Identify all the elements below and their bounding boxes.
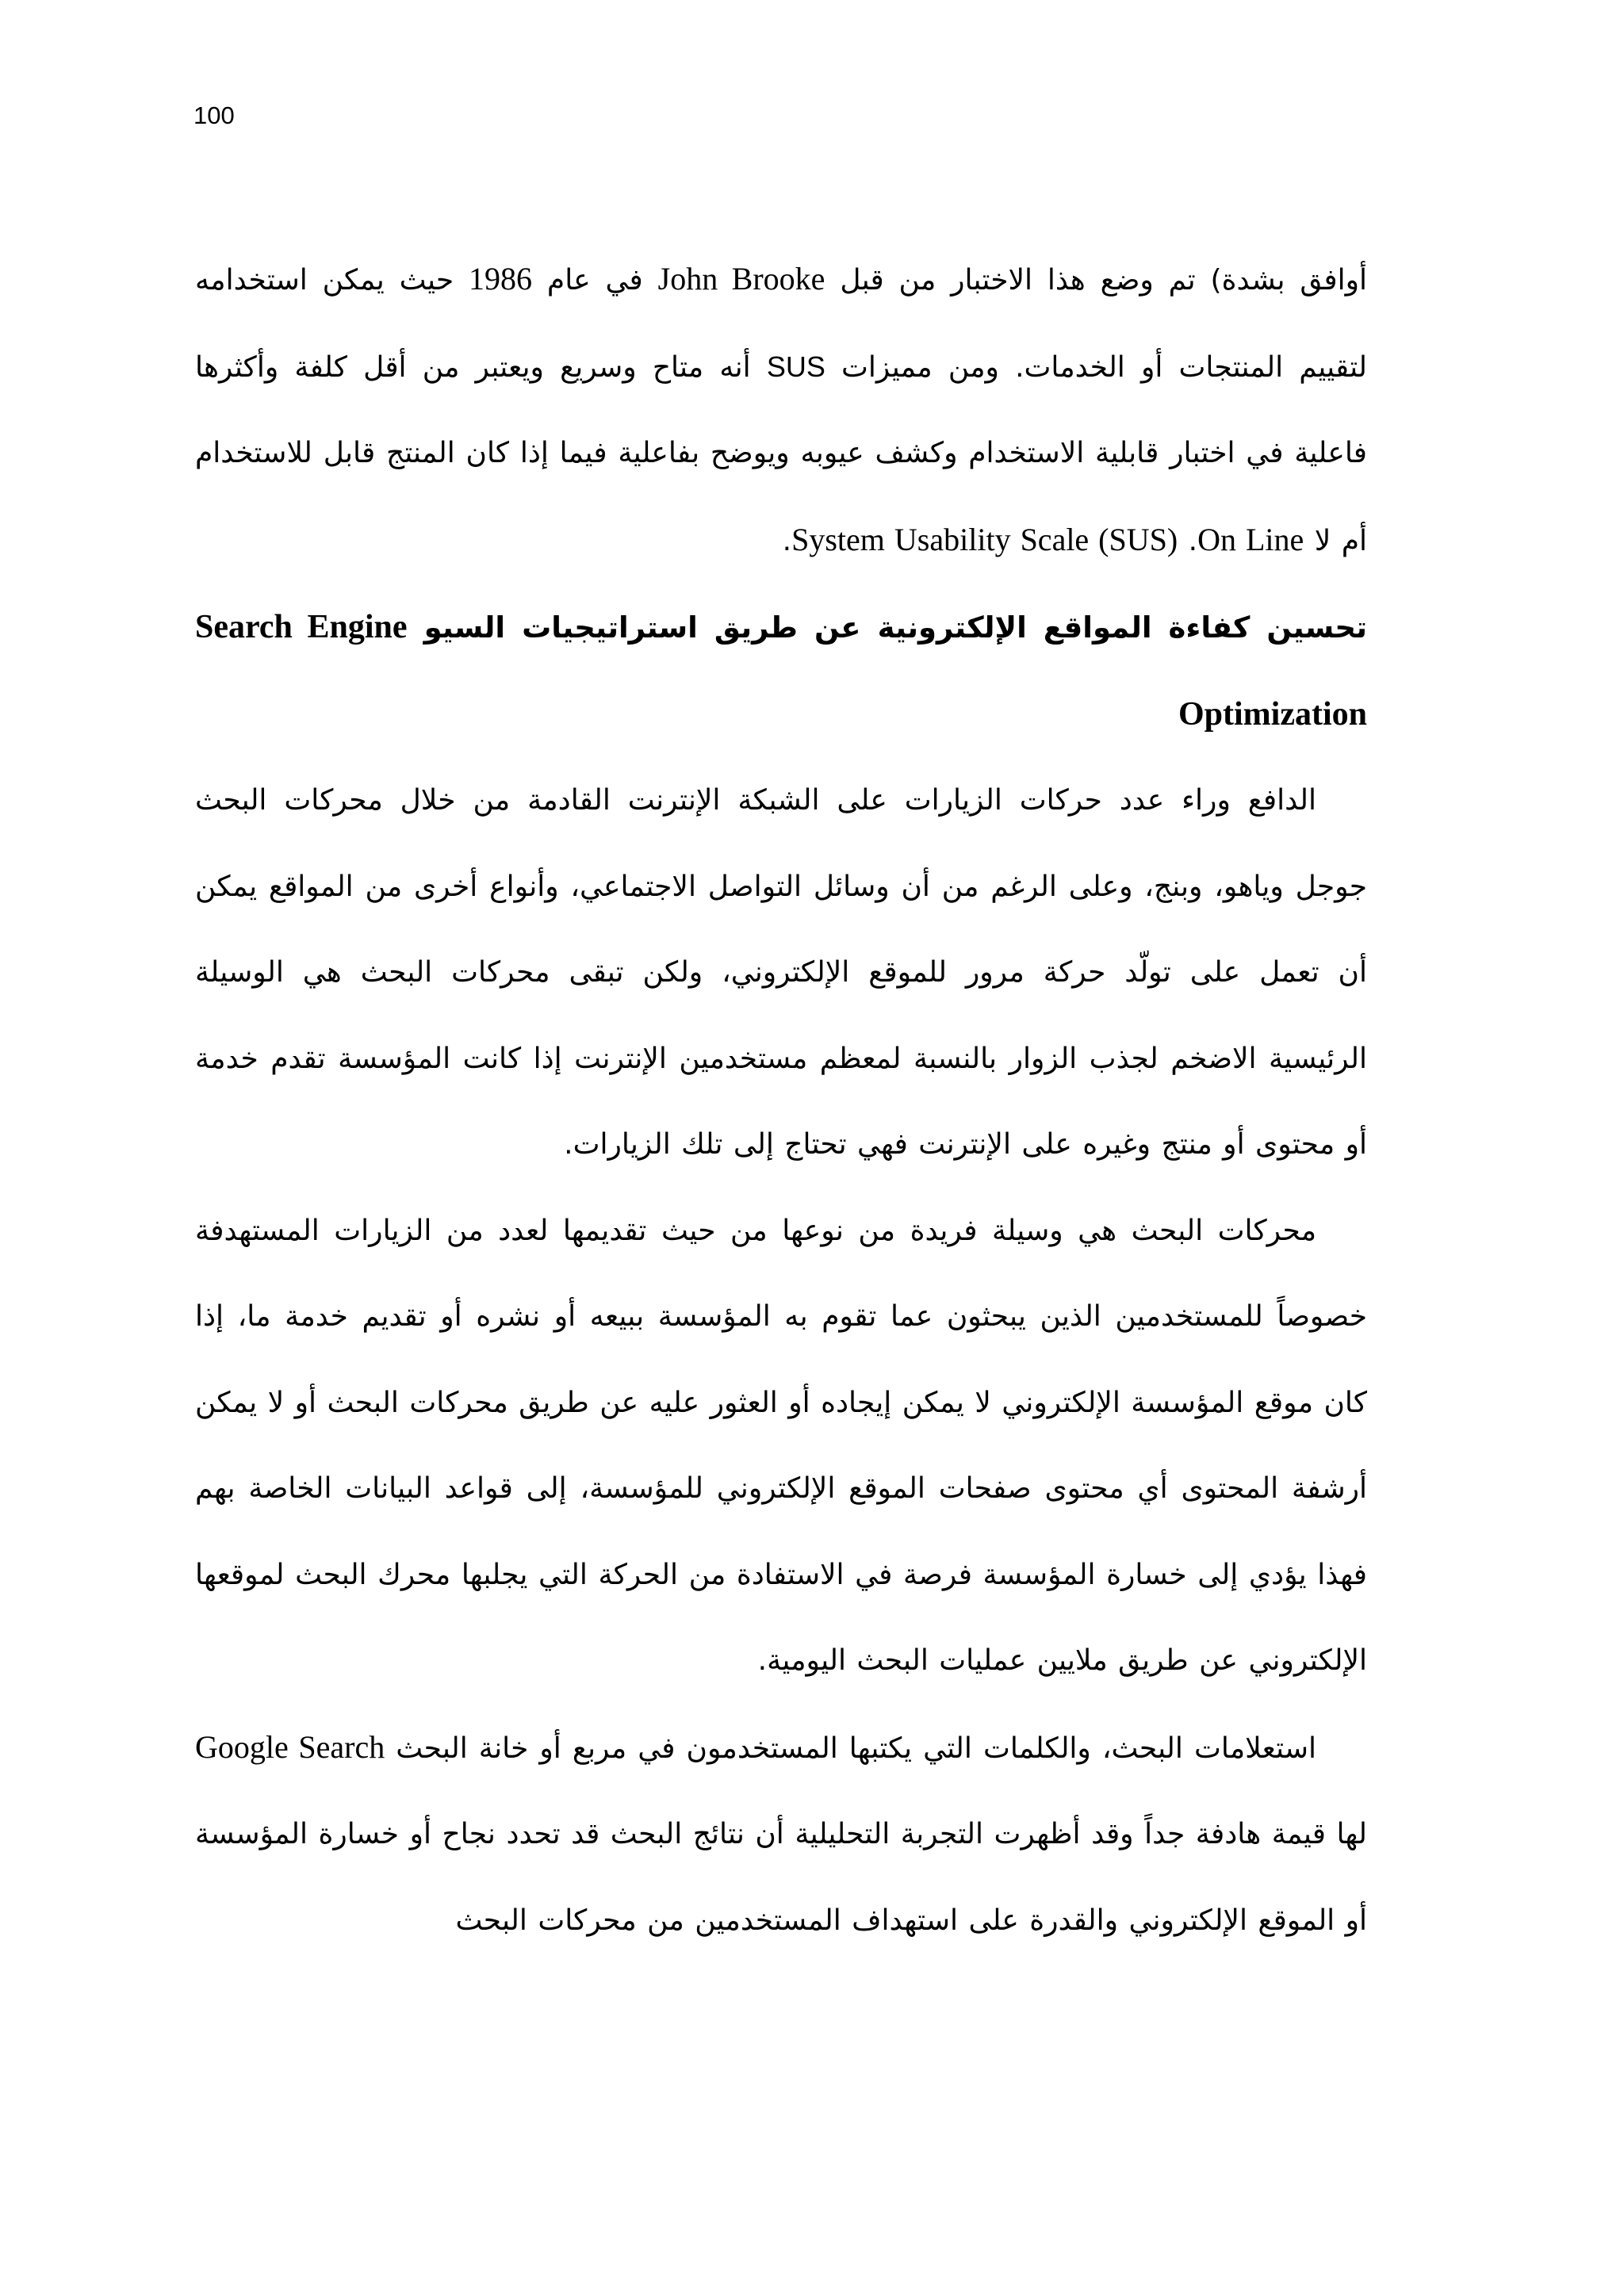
section-heading-english: Search Engine Optimization <box>195 609 1367 733</box>
author-name: John Brooke <box>657 261 825 297</box>
online-term: On Line <box>1197 521 1304 557</box>
body-text <box>195 236 1367 1964</box>
paragraph-search-traffic: الدافع وراء عدد حركات الزيارات على الشبكة الإنترنت القادمة من خلال محركات البحث جوجل وياهو، وبنج، وعلى الرغم من أن وسائل التواصل الاجتماعي، وأنواع أخرى من المواقع يمكن أن تعمل على تولّد حركة مرور للموقع الإلكتروني، ولكن تبقى محركات البحث هي الوسيلة الرئيسية الاضخم لجذب الزوار بالنسبة لمعظم مستخدمين الإنترنت إذا كانت المؤسسة تقدم خدمة أو محتوى أو منتج وغيره على الإنترنت فهي تحتاج إلى تلك الزيارات. <box>195 784 1367 1161</box>
year: 1986 <box>469 261 533 297</box>
google-search-term: Google Search <box>195 1728 385 1765</box>
paragraph-search-engines: محركات البحث هي وسيلة فريدة من نوعها من حيث تقديمها لعدد من الزيارات المستهدفة خصوصاً للمستخدمين الذين يبحثون عما تقوم به المؤسسة ببيعه أو نشره أو تقديم خدمة ما، إذا كان موقع المؤسسة الإلكتروني لا يمكن إيجاده أو العثور عليه عن طريق محركات البحث أو لا يمكن أرشفة المحتوى أي محتوى صفحات الموقع الإلكتروني للمؤسسة، إلى قواعد البيانات الخاصة بهم فهذا يؤدي إلى خسارة المؤسسة فرصة في الاستفادة من الحركة التي يجلبها محرك البحث لموقعها الإلكتروني عن طريق ملايين عمليات البحث اليومية. <box>195 1214 1367 1677</box>
paragraph-sus-description: أوافق بشدة) تم وضع هذا الاختبار من قبل John Brooke في عام 1986 حيث يمكن استخدامه لتقييم المنتجات أو الخدمات. ومن مميزات SUS أنه متاح وسريع ويعتبر من أقل كلفة وأكثرها فاعلية في اختبار قابلية الاستخدام وكشف عيوبه ويوضح بفاعلية فيما إذا كان المنتج قابل للاستخدام أم لا On Line. System Usability Scale (SUS). <box>195 261 1367 557</box>
page-number: 100 <box>193 101 235 129</box>
sus-full-name: System Usability Scale (SUS) <box>791 521 1178 557</box>
sus-abbrev: SUS <box>766 350 825 383</box>
paragraph-search-queries: استعلامات البحث، والكلمات التي يكتبها المستخدمون في مربع أو خانة البحث Google Search لها قيمة هادفة جداً وقد أظهرت التجربة التحليلية أن نتائج البحث قد تحدد نجاح أو خسارة المؤسسة أو الموقع الإلكتروني والقدرة على استهداف المستخدمين من محركات البحث <box>195 1728 1367 1937</box>
section-heading: تحسين كفاءة المواقع الإلكترونية عن طريق استراتيجيات السيو Search Engine Optimization <box>195 609 1367 733</box>
